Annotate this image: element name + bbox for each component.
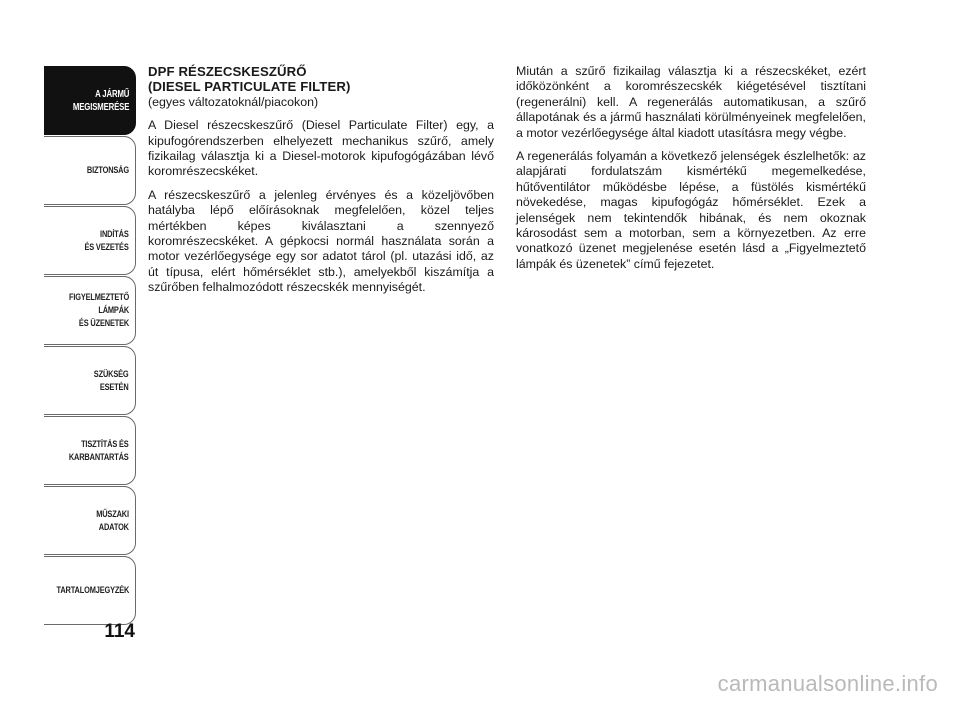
chapter-tabs — [44, 66, 136, 626]
page-number: 114 — [104, 621, 135, 642]
section-availability-note: (egyes változatoknál/piacokon) — [148, 94, 319, 109]
tab-warning-lights[interactable] — [44, 276, 136, 345]
body-paragraph: A részecskeszűrő a jelenleg érvényes és a közeljövőben hatályba lépő előírásoknak megfelelően, közel teljes mértékben képes kiválasztani a szennyező koromrészecskéket. A gépkocsi normál használata során a motor vezérlőegysége egy sor adatot tárol (pl. utazási idő, az út típusa, elért hőmérséklet stb.), amelyekből kiszámítja a szűrőben felhalmozódott részecskék mennyiségét. — [148, 187, 494, 295]
site-watermark: carmanualsonline.info — [717, 671, 938, 696]
tab-label: TISZTÍTÁS ÉS KARBANTARTÁS — [69, 438, 129, 463]
tab-index[interactable] — [44, 556, 136, 625]
left-column — [148, 64, 494, 304]
tab-starting-driving[interactable] — [44, 206, 136, 275]
section-title: DPF RÉSZECSKESZŰRŐ — [148, 64, 307, 79]
tab-maintenance[interactable] — [44, 416, 136, 485]
tab-label: INDÍTÁS ÉS VEZETÉS — [84, 228, 129, 253]
tab-label: TARTALOMJEGYZÉK — [56, 585, 129, 596]
tab-safety[interactable] — [44, 136, 136, 205]
tab-label: A JÁRMŰ MEGISMERÉSE — [72, 88, 129, 113]
right-column — [516, 64, 866, 280]
body-paragraph: Miután a szűrő fizikailag választja ki a részecskéket, ezért időközönként a koromrészecskék kiégetésével tisztítani (regenerálni) kell. A regenerálás automatikusan, a szűrő állapotának és a jármű használati körülményeinek megfelelően, a motor vezérlőegysége által kiadott utasításra megy végbe. — [516, 64, 866, 140]
body-paragraph: A Diesel részecskeszűrő (Diesel Particulate Filter) egy, a kipufogórendszerben elhelyezett mechanikus szűrő, amely fizikailag választja ki a Diesel-motorok kipufogógázában lévő koromrészecskéket. — [148, 118, 494, 179]
tab-emergency[interactable] — [44, 346, 136, 415]
tab-label: MŰSZAKI ADATOK — [96, 508, 129, 533]
tab-label: SZÜKSÉG ESETÉN — [94, 368, 129, 393]
tab-label: FIGYELMEZTETŐ LÁMPÁK ÉS ÜZENETEK — [68, 292, 129, 329]
tab-technical-data[interactable] — [44, 486, 136, 555]
body-paragraph: A regenerálás folyamán a következő jelenségek észlelhetők: az alapjárati fordulatszám kismértékű megemelkedése, hűtőventilátor működésbe lépése, a füstölés kismértékű növekedése, magas kipufogógáz hőmérséklet. Ezek a jelenségek nem tekintendők hibának, és nem okoznak károsodást sem a motorban, sem a környezetben. Az erre vonatkozó üzenet megjelenése esetén lásd a „Figyelmeztető lámpák és üzenetek” című fejezetet. — [516, 149, 866, 271]
tab-label: BIZTONSÁG — [86, 165, 129, 176]
tab-vehicle-overview[interactable] — [44, 66, 136, 135]
section-title-english: (DIESEL PARTICULATE FILTER) — [148, 79, 351, 95]
